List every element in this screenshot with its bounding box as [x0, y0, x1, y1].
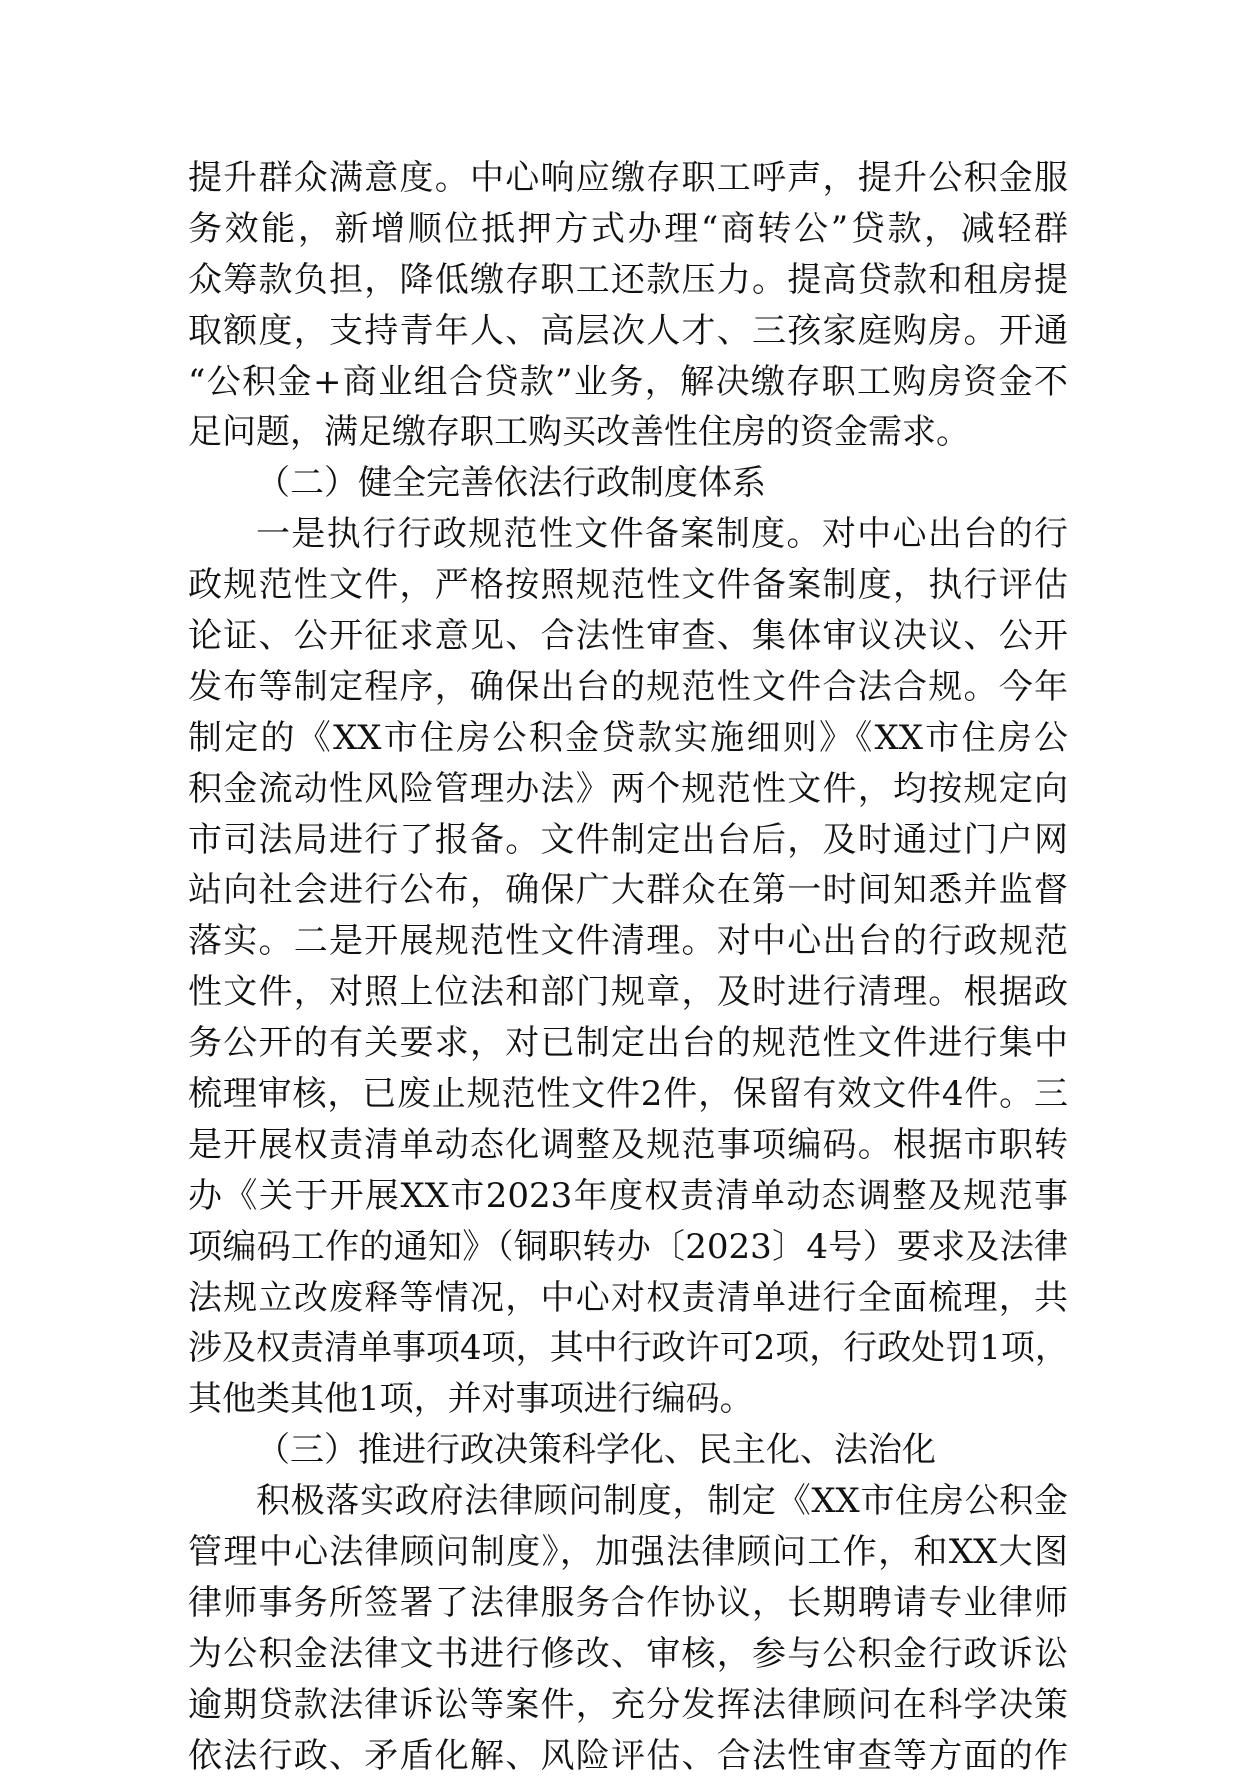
text-line: 落实。二是开展规范性文件清理。对中心出台的行政规范 — [188, 921, 1068, 962]
section-heading-2: （二）健全完善依法行政制度体系 — [256, 463, 766, 504]
paragraph-3 — [188, 1476, 1068, 1781]
text-line: 办《关于开展XX市2023年度权责清单动态调整及规范事 — [188, 1175, 1068, 1216]
text-line: 为公积金法律文书进行修改、审核，参与公积金行政诉讼 — [188, 1633, 1068, 1674]
text-line: 涉及权责清单事项4项，其中行政许可2项，行政处罚1项， — [188, 1328, 1069, 1369]
text-line: 性文件，对照上位法和部门规章，及时进行清理。根据政 — [188, 972, 1068, 1013]
paragraph-2 — [188, 509, 1068, 1425]
text-line: 务效能，新增顺位抵押方式办理“商转公”贷款，减轻群 — [188, 208, 1068, 249]
text-line: “公积金+商业组合贷款”业务，解决缴存职工购房资金不 — [188, 361, 1068, 402]
text-line: 政规范性文件，严格按照规范性文件备案制度，执行评估 — [188, 565, 1068, 606]
text-line: 逾期贷款法律诉讼等案件，充分发挥法律顾问在科学决策 — [188, 1684, 1068, 1725]
text-line: 制定的《XX市住房公积金贷款实施细则》《XX市住房公 — [188, 717, 1068, 758]
text-line: 法规立改废释等情况，中心对权责清单进行全面梳理，共 — [188, 1277, 1068, 1318]
text-line: 项编码工作的通知》（铜职转办〔2023〕4号）要求及法律 — [188, 1226, 1068, 1267]
paragraph-1 — [188, 153, 1068, 458]
text-line: 律师事务所签署了法律服务合作协议，长期聘请专业律师 — [188, 1582, 1068, 1623]
text-line: 务公开的有关要求，对已制定出台的规范性文件进行集中 — [188, 1023, 1068, 1064]
text-line: 积金流动性风险管理办法》两个规范性文件，均按规定向 — [188, 768, 1068, 809]
document-body — [188, 153, 1068, 1782]
text-line: 提升群众满意度。中心响应缴存职工呼声，提升公积金服 — [188, 158, 1068, 198]
text-line: 是开展权责清单动态化调整及规范事项编码。根据市职转 — [188, 1124, 1068, 1165]
text-line: 管理中心法律顾问制度》，加强法律顾问工作，和XX大图 — [188, 1532, 1068, 1573]
text-line: 站向社会进行公布，确保广大群众在第一时间知悉并监督 — [188, 870, 1068, 911]
text-line: 依法行政、矛盾化解、风险评估、合法性审查等方面的作 — [188, 1735, 1068, 1776]
text-line: 积极落实政府法律顾问制度，制定《XX市住房公积金 — [256, 1481, 1068, 1522]
text-line: 市司法局进行了报备。文件制定出台后，及时通过门户网 — [188, 819, 1068, 860]
text-line: 足问题，满足缴存职工购买改善性住房的资金需求。 — [188, 412, 970, 453]
text-line: 一是执行行政规范性文件备案制度。对中心出台的行 — [256, 514, 1068, 555]
text-line: 其他类其他1项，并对事项进行编码。 — [188, 1379, 754, 1420]
section-heading-3: （三）推进行政决策科学化、民主化、法治化 — [256, 1430, 936, 1471]
text-line: 众筹款负担，降低缴存职工还款压力。提高贷款和租房提 — [188, 259, 1068, 300]
text-line: 取额度，支持青年人、高层次人才、三孩家庭购房。开通 — [188, 310, 1068, 351]
text-line: 梳理审核，已废止规范性文件2件，保留有效文件4件。三 — [188, 1074, 1068, 1115]
text-line: 发布等制定程序，确保出台的规范性文件合法合规。今年 — [188, 666, 1068, 707]
text-line: 论证、公开征求意见、合法性审查、集体审议决议、公开 — [188, 616, 1068, 657]
